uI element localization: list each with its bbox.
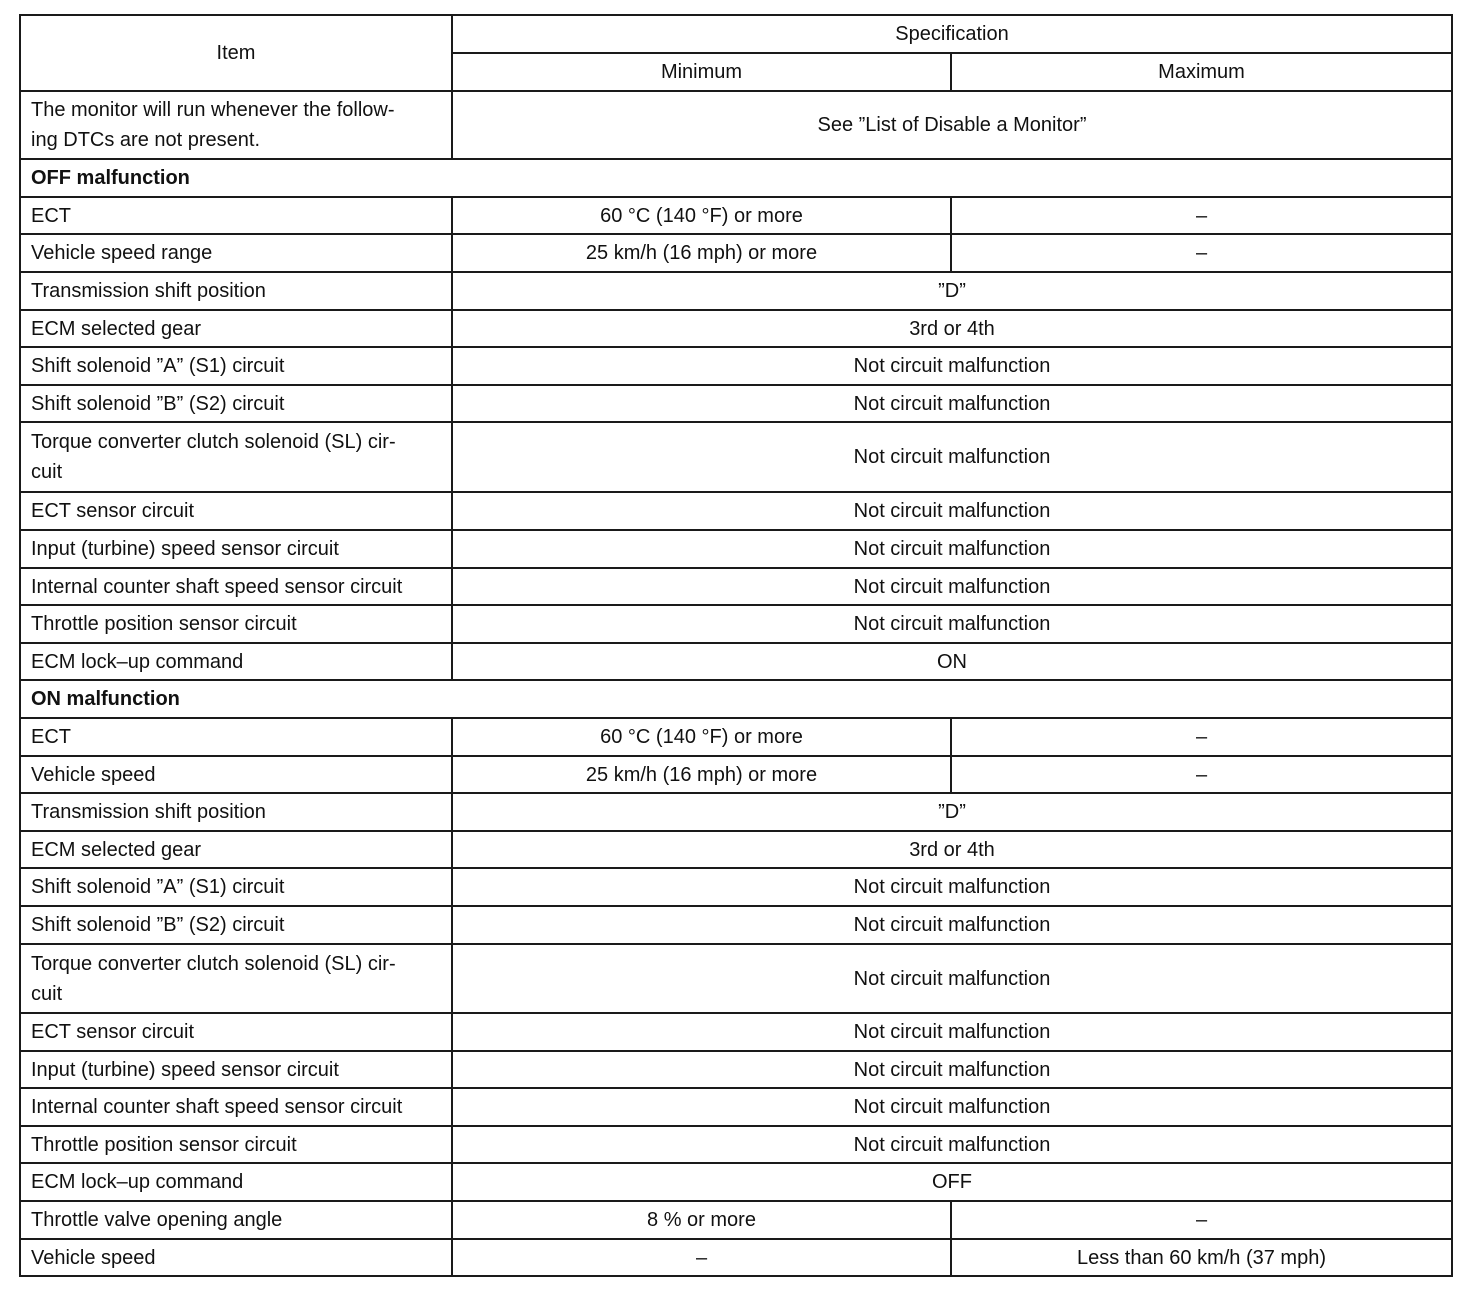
table-row — [20, 492, 1452, 530]
item-cell: Shift solenoid ”A” (S1) circuit — [20, 347, 452, 385]
item-cell: Vehicle speed range — [20, 234, 452, 272]
table-row — [20, 197, 1452, 234]
spec-value-cell: Not circuit malfunction — [452, 385, 1452, 422]
item-cell: Transmission shift position — [20, 793, 452, 831]
item-line: Torque converter clutch solenoid (SL) cir- — [31, 431, 396, 453]
table-row — [20, 1013, 1452, 1051]
spec-value-cell: Not circuit malfunction — [452, 568, 1452, 605]
table-row — [20, 868, 1452, 906]
item-cell: Vehicle speed — [20, 756, 452, 793]
item-cell: Shift solenoid ”B” (S2) circuit — [20, 385, 452, 422]
table-row — [20, 272, 1452, 310]
table-row — [20, 91, 1452, 159]
item-cell: ECM lock–up command — [20, 643, 452, 680]
maximum-cell: – — [951, 756, 1452, 793]
table-row — [20, 422, 1452, 492]
spec-value-cell: Not circuit malfunction — [452, 422, 1452, 492]
section-label: OFF malfunction — [20, 159, 1452, 197]
table-row — [20, 234, 1452, 272]
table-row — [20, 310, 1452, 347]
spec-value-cell: ”D” — [452, 793, 1452, 831]
maximum-cell: Less than 60 km/h (37 mph) — [951, 1239, 1452, 1276]
spec-value-cell: OFF — [452, 1163, 1452, 1201]
table-row — [20, 1126, 1452, 1163]
item-cell — [20, 944, 452, 1013]
minimum-cell: 25 km/h (16 mph) or more — [452, 234, 951, 272]
minimum-cell: – — [452, 1239, 951, 1276]
spec-value-cell: Not circuit malfunction — [452, 906, 1452, 944]
minimum-cell: 60 °C (140 °F) or more — [452, 197, 951, 234]
item-cell: Throttle valve opening angle — [20, 1201, 452, 1239]
item-cell: ECT — [20, 718, 452, 756]
item-line: The monitor will run whenever the follow- — [31, 99, 395, 121]
table-row — [20, 944, 1452, 1013]
spec-value-cell: Not circuit malfunction — [452, 1088, 1452, 1126]
table-row — [20, 568, 1452, 605]
spec-value-cell: Not circuit malfunction — [452, 530, 1452, 568]
item-cell: Throttle position sensor circuit — [20, 605, 452, 643]
spec-value-cell: Not circuit malfunction — [452, 1126, 1452, 1163]
header-minimum: Minimum — [452, 53, 951, 91]
item-cell: Shift solenoid ”B” (S2) circuit — [20, 906, 452, 944]
item-cell: ECM selected gear — [20, 831, 452, 868]
table-row — [20, 831, 1452, 868]
spec-value-cell: Not circuit malfunction — [452, 492, 1452, 530]
spec-value-cell: 3rd or 4th — [452, 831, 1452, 868]
specification-table — [19, 14, 1453, 1277]
spec-value-cell: See ”List of Disable a Monitor” — [452, 91, 1452, 159]
table-row — [20, 756, 1452, 793]
item-cell: ECT sensor circuit — [20, 1013, 452, 1051]
item-cell: Internal counter shaft speed sensor circuit — [20, 568, 452, 605]
item-cell: Throttle position sensor circuit — [20, 1126, 452, 1163]
spec-value-cell: Not circuit malfunction — [452, 868, 1452, 906]
item-cell: Vehicle speed — [20, 1239, 452, 1276]
minimum-cell: 60 °C (140 °F) or more — [452, 718, 951, 756]
minimum-cell: 8 % or more — [452, 1201, 951, 1239]
item-cell — [20, 422, 452, 492]
item-line: Torque converter clutch solenoid (SL) cir- — [31, 952, 396, 975]
table-body — [20, 91, 1452, 1276]
table-row — [20, 1088, 1452, 1126]
item-cell — [20, 91, 452, 159]
item-line: cuit — [31, 461, 63, 483]
item-cell: ECT sensor circuit — [20, 492, 452, 530]
table-row — [20, 1201, 1452, 1239]
header-specification: Specification — [452, 15, 1452, 53]
item-cell: Input (turbine) speed sensor circuit — [20, 1051, 452, 1088]
table-row — [20, 1051, 1452, 1088]
item-cell: Internal counter shaft speed sensor circuit — [20, 1088, 452, 1126]
table-row — [20, 1239, 1452, 1276]
maximum-cell: – — [951, 718, 1452, 756]
table-row — [20, 906, 1452, 944]
maximum-cell: – — [951, 197, 1452, 234]
table-row — [20, 385, 1452, 422]
spec-value-cell: ”D” — [452, 272, 1452, 310]
spec-value-cell: ON — [452, 643, 1452, 680]
spec-value-cell: Not circuit malfunction — [452, 944, 1452, 1013]
minimum-cell: 25 km/h (16 mph) or more — [452, 756, 951, 793]
section-row — [20, 680, 1452, 718]
item-cell: ECM lock–up command — [20, 1163, 452, 1201]
table-row — [20, 530, 1452, 568]
maximum-cell: – — [951, 1201, 1452, 1239]
item-line: ing DTCs are not present. — [31, 129, 260, 151]
spec-value-cell: 3rd or 4th — [452, 310, 1452, 347]
maximum-cell: – — [951, 234, 1452, 272]
item-cell: ECM selected gear — [20, 310, 452, 347]
table-row — [20, 718, 1452, 756]
section-label: ON malfunction — [20, 680, 1452, 718]
item-cell: Shift solenoid ”A” (S1) circuit — [20, 868, 452, 906]
table-row — [20, 793, 1452, 831]
item-cell: Input (turbine) speed sensor circuit — [20, 530, 452, 568]
header-maximum: Maximum — [951, 53, 1452, 91]
spec-value-cell: Not circuit malfunction — [452, 347, 1452, 385]
item-line: cuit — [31, 982, 63, 1005]
item-cell: ECT — [20, 197, 452, 234]
spec-value-cell: Not circuit malfunction — [452, 605, 1452, 643]
table-header — [20, 15, 1452, 91]
section-row — [20, 159, 1452, 197]
table-row — [20, 643, 1452, 680]
header-item: Item — [20, 15, 452, 91]
spec-value-cell: Not circuit malfunction — [452, 1013, 1452, 1051]
table-row — [20, 1163, 1452, 1201]
item-cell: Transmission shift position — [20, 272, 452, 310]
table-row — [20, 605, 1452, 643]
table-row — [20, 347, 1452, 385]
spec-value-cell: Not circuit malfunction — [452, 1051, 1452, 1088]
